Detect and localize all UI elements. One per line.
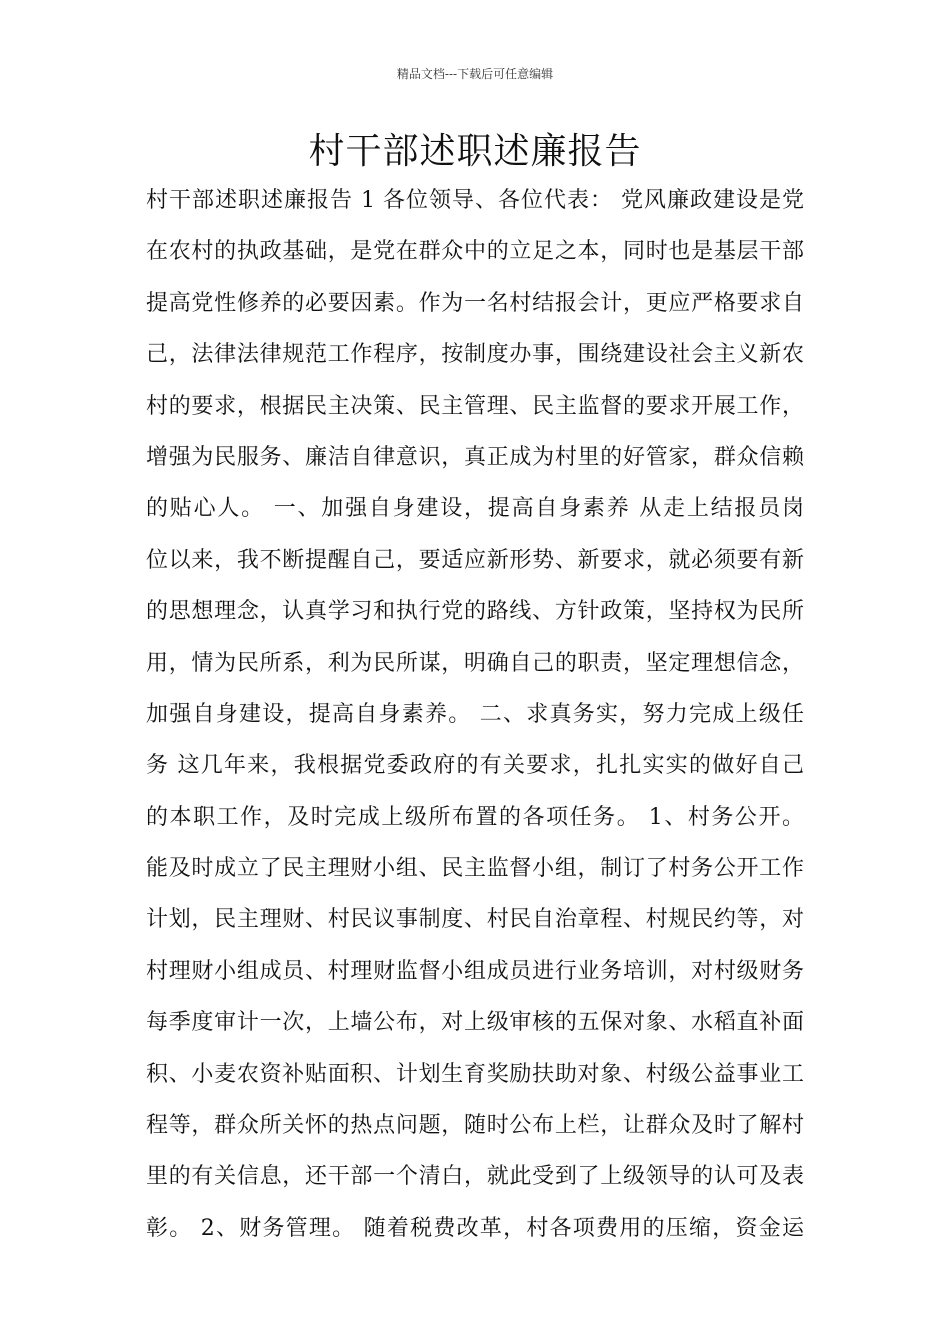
document-title: 村干部述职述廉报告 <box>308 131 642 172</box>
body-line: 加强自身建设，提高自身素养。 二、求真务实，努力完成上级任 <box>146 701 804 727</box>
body-text <box>146 181 804 1260</box>
body-line: 的贴心人。 一、加强自身建设，提高自身素养 从走上结报员岗 <box>146 496 804 522</box>
body-line: 务 这几年来，我根据党委政府的有关要求，扎扎实实的做好自己 <box>146 753 804 779</box>
body-line: 积、小麦农资补贴面积、计划生育奖励扶助对象、村级公益事业工 <box>146 1061 804 1087</box>
body-line: 村的要求，根据民主决策、民主管理、民主监督的要求开展工作， <box>146 393 804 419</box>
body-line: 己，法律法律规范工作程序，按制度办事，围绕建设社会主义新农 <box>146 342 804 368</box>
body-line: 的思想理念，认真学习和执行党的路线、方针政策，坚持权为民所 <box>146 599 804 625</box>
body-line: 村干部述职述廉报告 1 各位领导、各位代表： 党风廉政建设是党 <box>146 188 804 213</box>
body-line: 的本职工作，及时完成上级所布置的各项任务。 1、村务公开。 <box>146 804 804 830</box>
body-line: 里的有关信息，还干部一个清白，就此受到了上级领导的认可及表 <box>146 1164 804 1190</box>
body-line: 能及时成立了民主理财小组、民主监督小组，制订了村务公开工作 <box>146 856 804 882</box>
body-line: 提高党性修养的必要因素。作为一名村结报会计，更应严格要求自 <box>146 290 804 316</box>
body-line: 计划，民主理财、村民议事制度、村民自治章程、村规民约等，对 <box>146 907 804 933</box>
body-line: 村理财小组成员、村理财监督小组成员进行业务培训，对村级财务 <box>146 958 804 984</box>
body-line: 彰。 2、财务管理。 随着税费改革，村各项费用的压缩，资金运 <box>146 1215 804 1241</box>
header-note: 精品文档---下载后可任意编辑 <box>396 67 554 81</box>
body-line: 程等，群众所关怀的热点问题，随时公布上栏，让群众及时了解村 <box>146 1113 804 1139</box>
body-line: 每季度审计一次，上墙公布，对上级审核的五保对象、水稻直补面 <box>146 1010 804 1036</box>
body-line: 在农村的执政基础，是党在群众中的立足之本，同时也是基层干部 <box>146 239 804 265</box>
body-line: 增强为民服务、廉洁自律意识，真正成为村里的好管家，群众信赖 <box>146 444 804 470</box>
body-line: 用，情为民所系，利为民所谋，明确自己的职责，坚定理想信念， <box>146 650 804 676</box>
body-line: 位以来，我不断提醒自己，要适应新形势、新要求，就必须要有新 <box>146 547 804 573</box>
